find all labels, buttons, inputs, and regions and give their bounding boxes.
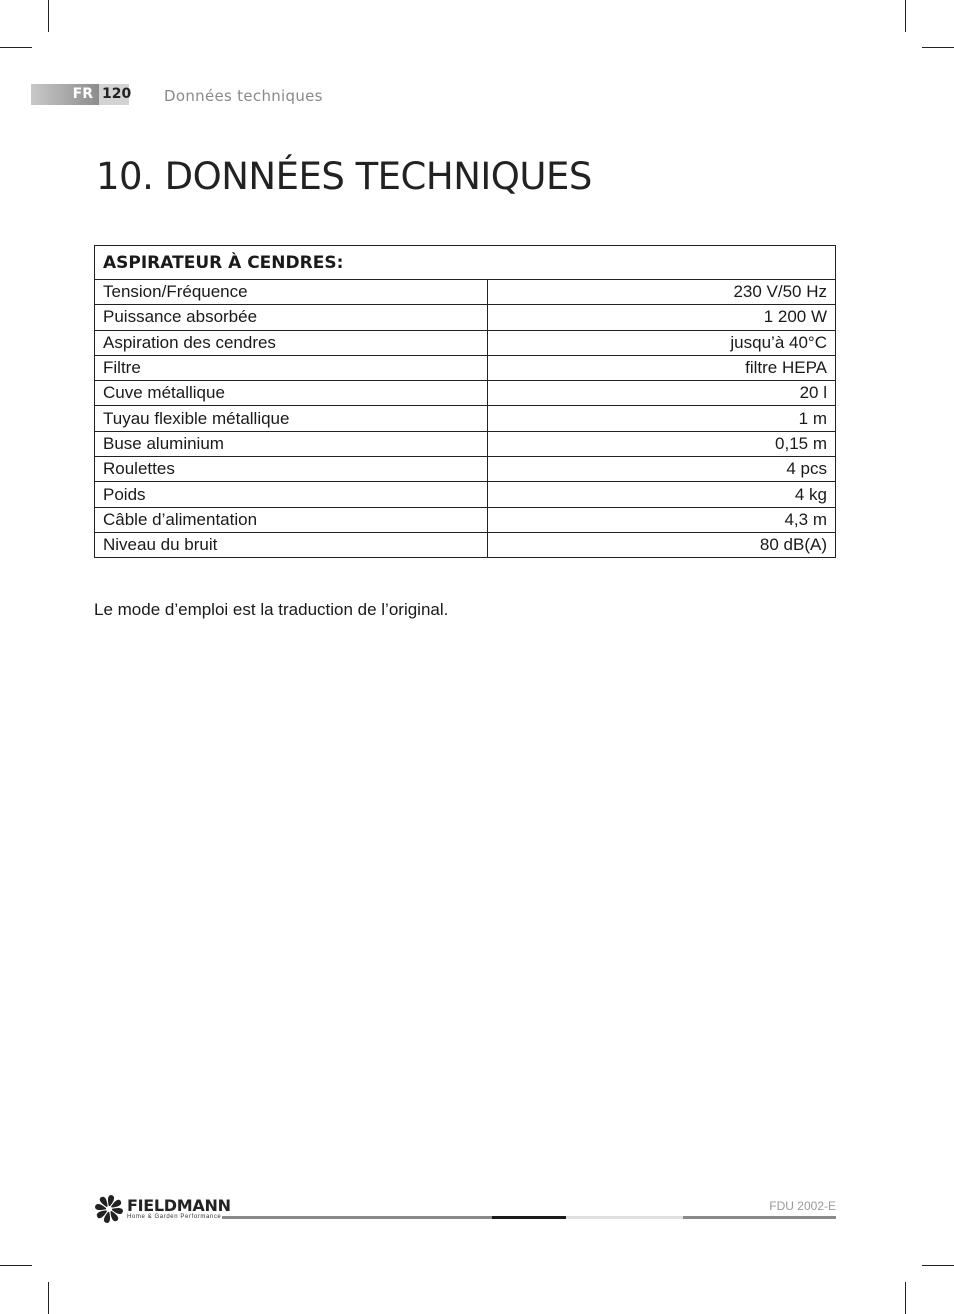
table-row [95, 507, 836, 532]
crop-mark [48, 0, 49, 32]
section-name: Données techniques [164, 87, 323, 105]
crop-mark [922, 47, 954, 48]
table-row [95, 431, 836, 456]
crop-mark [922, 1265, 954, 1266]
footer-rule [222, 1216, 492, 1219]
table-row [95, 305, 836, 330]
page-number: 120 [102, 86, 132, 102]
spec-value: 4 pcs [488, 457, 836, 482]
page-number-badge [99, 84, 132, 105]
brand-logo [94, 1194, 231, 1224]
language-badge [31, 84, 99, 105]
table-row [95, 482, 836, 507]
crop-mark [0, 1265, 32, 1266]
table-row [95, 355, 836, 380]
spec-label: Filtre [95, 355, 488, 380]
spec-table-body [95, 280, 836, 558]
footer-rule [683, 1216, 836, 1219]
table-row [95, 381, 836, 406]
brand-tagline: Home & Garden Performance [127, 1214, 222, 1220]
spec-value: 1 200 W [488, 305, 836, 330]
spec-value: jusqu’à 40°C [488, 330, 836, 355]
spec-label: Tuyau flexible métallique [95, 406, 488, 431]
footer-rule [566, 1216, 683, 1219]
table-row [95, 457, 836, 482]
model-number: FDU 2002-E [769, 1199, 836, 1213]
spec-table-heading: ASPIRATEUR À CENDRES: [95, 246, 836, 280]
spec-value: filtre HEPA [488, 355, 836, 380]
spec-label: Buse aluminium [95, 431, 488, 456]
table-row [95, 532, 836, 557]
spec-table [94, 245, 836, 558]
spec-label: Puissance absorbée [95, 305, 488, 330]
spec-label: Roulettes [95, 457, 488, 482]
spec-label: Niveau du bruit [95, 532, 488, 557]
spec-label: Cuve métallique [95, 381, 488, 406]
page-title: 10. DONNÉES TECHNIQUES [96, 155, 592, 198]
spec-label: Poids [95, 482, 488, 507]
spec-label: Câble d’alimentation [95, 507, 488, 532]
spec-value: 230 V/50 Hz [488, 280, 836, 305]
spec-value: 0,15 m [488, 431, 836, 456]
translation-note: Le mode d’emploi est la traduction de l’original. [94, 600, 449, 619]
spec-label: Tension/Fréquence [95, 280, 488, 305]
spec-value: 80 dB(A) [488, 532, 836, 557]
brand-name: FIELDMANN [127, 1196, 231, 1215]
spec-value: 4,3 m [488, 507, 836, 532]
crop-mark [905, 0, 906, 32]
spec-label: Aspiration des cendres [95, 330, 488, 355]
table-row [95, 406, 836, 431]
page-header-tab [31, 84, 132, 105]
spec-value: 4 kg [488, 482, 836, 507]
crop-mark [905, 1282, 906, 1314]
footer-rule [492, 1216, 566, 1219]
crop-mark [48, 1282, 49, 1314]
fan-swirl-icon [94, 1194, 124, 1224]
spec-table-header-row [95, 246, 836, 280]
crop-mark [0, 47, 32, 48]
spec-value: 1 m [488, 406, 836, 431]
table-row [95, 280, 836, 305]
table-row [95, 330, 836, 355]
language-code: FR [72, 86, 93, 102]
spec-value: 20 l [488, 381, 836, 406]
